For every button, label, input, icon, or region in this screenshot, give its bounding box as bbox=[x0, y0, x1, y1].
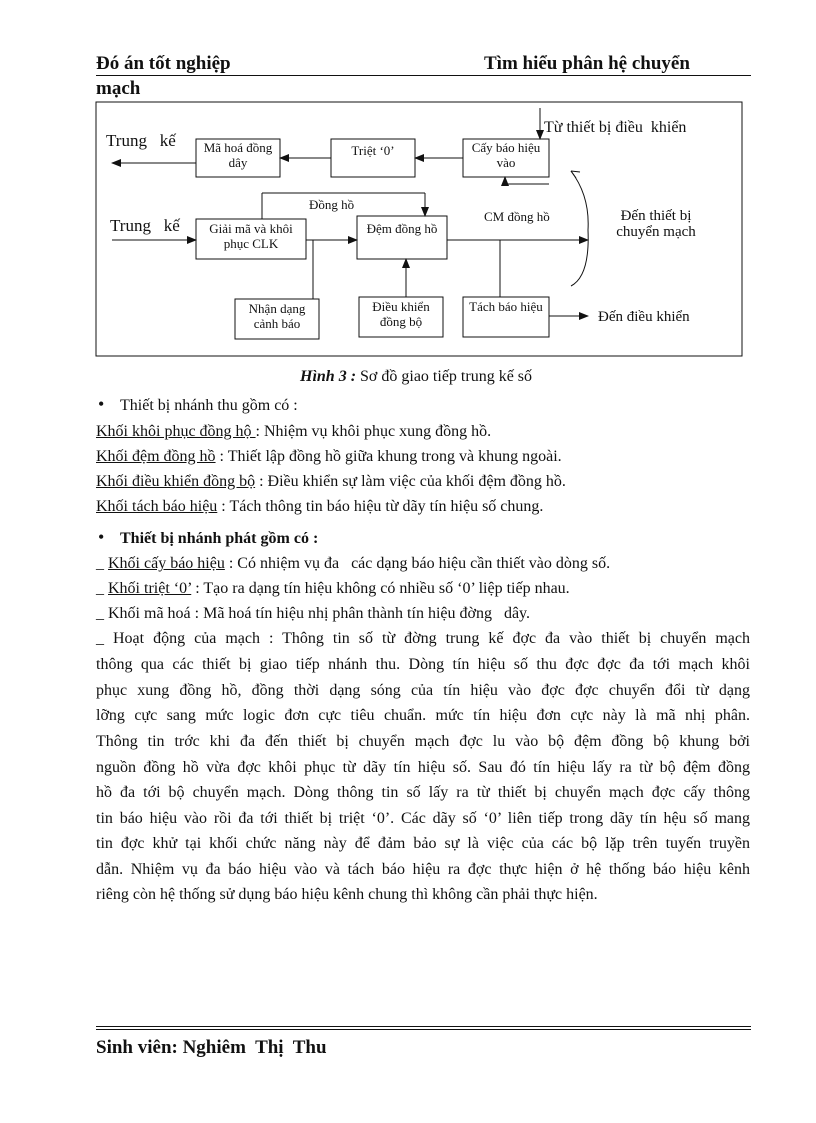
box-tach-label: Tách báo hiệu bbox=[469, 299, 543, 314]
bullet-icon: • bbox=[98, 527, 105, 547]
label-to-switch-line2: chuyển mạch bbox=[616, 224, 696, 240]
box-giai-ma-line1: Giải mã và khôi bbox=[209, 221, 293, 236]
header-left: Đó án tốt nghiệp bbox=[96, 53, 231, 74]
paragraph-line: phục xung đồng hồ, đồng thời dạng sóng của tín hiệu vào đợc đợc chuyển đổi từ dạng bbox=[96, 682, 750, 699]
header-right: Tìm hiểu phân hệ chuyển bbox=[484, 53, 690, 74]
footer-rule-2 bbox=[96, 1029, 751, 1030]
list-item bbox=[96, 580, 570, 598]
list-item-desc: : Điều khiển sự làm việc của khối đệm đồng hồ. bbox=[255, 473, 566, 490]
list-item bbox=[96, 473, 566, 491]
list-item-desc: : Tách thông tin báo hiệu từ dãy tín hiệu số chung. bbox=[217, 498, 544, 515]
label-trunk-out: Trung kế bbox=[106, 131, 176, 150]
switch-brace-tip bbox=[571, 171, 576, 178]
label-clock: Đồng hồ bbox=[309, 197, 355, 212]
label-to-control: Đến điều khiển bbox=[598, 309, 690, 325]
paragraph-line: nguồn đồng hồ vừa đợc khôi phục từ dãy tín hiệu số. Sau đó tín hiệu lấy ra từ bộ đệm đồng bbox=[96, 759, 750, 776]
box-dieu-khien-line1: Điều khiển bbox=[372, 299, 430, 314]
list-item-desc: Khối mã hoá : Mã hoá tín hiệu nhị phân thành tín hiệu đờng dây. bbox=[108, 605, 531, 622]
list-item-term: Khối đệm đồng hồ bbox=[96, 448, 216, 465]
list-item-term: Khối khôi phục đồng hộ bbox=[96, 423, 256, 440]
caption-label: Hình 3 : bbox=[300, 368, 357, 385]
bullet-icon: • bbox=[98, 394, 105, 414]
section-phat-title: Thiết bị nhánh phát gồm có : bbox=[120, 530, 319, 547]
list-item-term: Khối tách báo hiệu bbox=[96, 498, 218, 515]
list-item bbox=[96, 605, 530, 623]
section-thu-title: Thiết bị nhánh thu gồm có : bbox=[120, 397, 298, 414]
list-item-term: Khối cấy báo hiệu bbox=[108, 555, 225, 572]
list-item-prefix: _ bbox=[96, 605, 108, 622]
box-ma-hoa-line2: dây bbox=[228, 155, 248, 170]
list-item-desc: : Nhiệm vụ khôi phục xung đồng hồ. bbox=[255, 423, 492, 440]
label-from-control: Từ thiết bị điều khiển bbox=[544, 119, 687, 136]
list-item-prefix: _ bbox=[96, 555, 108, 572]
box-nhan-dang-line1: Nhận dạng bbox=[248, 301, 306, 316]
header-continuation: mạch bbox=[96, 78, 141, 99]
paragraph-line: hồ đa tới bộ chuyển mạch. Dòng thông tin số lấy ra từ thiết bị chuyển mạch đợc cấy thông bbox=[96, 784, 750, 801]
list-item-term: Khối điều khiển đồng bộ bbox=[96, 473, 256, 490]
list-item-desc: : Thiết lập đồng hồ giữa khung trong và khung ngoài. bbox=[215, 448, 562, 465]
list-item-desc: : Tạo ra dạng tín hiệu không có nhiều số ‘0’ liệp tiếp nhau. bbox=[191, 580, 570, 597]
paragraph-line: dẫn. Nhiệm vụ đa báo hiệu vào và tách báo hiệu ra đợc thực hiện ở hệ thống báo hiệu kênh bbox=[96, 861, 750, 878]
box-giai-ma-line2: phục CLK bbox=[223, 236, 279, 251]
paragraph-line: riêng còn hệ thống sử dụng báo hiệu kênh chung thì không cần phải thực hiện. bbox=[96, 886, 598, 903]
list-item bbox=[96, 448, 562, 466]
figure-caption bbox=[300, 368, 532, 386]
box-triet-label: Triệt ‘0’ bbox=[351, 143, 395, 158]
box-nhan-dang-line2: cảnh báo bbox=[253, 316, 301, 331]
switch-brace-tip2 bbox=[571, 171, 580, 172]
paragraph-line: lỡng cực sang mức logic đơn cực tiêu chuẩn. mức tín hiệu đơn cực này là mã nhị phân. bbox=[96, 707, 750, 724]
paragraph-line: thông qua các thiết bị giao tiếp nhánh thu. Dòng tín hiệu số thu đợc đợc đa tới mạch khôi bbox=[96, 656, 750, 673]
caption-text: Sơ đồ giao tiếp trung kế số bbox=[356, 368, 533, 385]
list-item bbox=[96, 498, 543, 516]
footer-rule bbox=[96, 1026, 751, 1027]
list-item-prefix: _ bbox=[96, 580, 108, 597]
box-ma-hoa-line1: Mã hoá đồng bbox=[203, 140, 273, 155]
paragraph-line: Thông tin trớc khi đa đến thiết bị chuyển mạch đợc lu vào bộ đệm đồng bộ khung bởi bbox=[96, 733, 750, 750]
paragraph-line: tin báo hiệu vào rồi đa tới thiết bị triệt ‘0’. Các dãy số ‘0’ liên tiếp trong dãy tín hệu số mang bbox=[96, 810, 750, 827]
label-cm-clock: CM đồng hồ bbox=[484, 209, 550, 224]
box-cay-line2: vào bbox=[496, 155, 516, 170]
label-to-switch-line1: Đến thiết bị bbox=[620, 208, 692, 224]
list-item bbox=[96, 555, 610, 573]
list-item-term: Khối triệt ‘0’ bbox=[108, 580, 192, 597]
box-dem-label: Đệm đồng hồ bbox=[366, 221, 438, 236]
list-item bbox=[96, 423, 491, 441]
label-trunk-in: Trung kế bbox=[110, 216, 180, 235]
list-item-desc: : Có nhiệm vụ đa các dạng báo hiệu cần thiết vào dòng số. bbox=[224, 555, 611, 572]
switch-brace bbox=[571, 171, 588, 286]
box-cay-line1: Cấy báo hiệu bbox=[471, 140, 541, 155]
footer-student: Sinh viên: Nghiêm Thị Thu bbox=[96, 1037, 327, 1058]
interface-diagram bbox=[0, 0, 816, 370]
box-dieu-khien-line2: đồng bộ bbox=[379, 314, 423, 329]
paragraph-line: tin đợc khử tại khối chức năng này để đảm bảo sự là việc của các bộ lặp trên tuyến truyền bbox=[96, 835, 750, 852]
paragraph-line: _ Hoạt động của mạch : Thông tin số từ đờng trung kế đợc đa vào thiết bị chuyển mạch bbox=[96, 630, 750, 647]
